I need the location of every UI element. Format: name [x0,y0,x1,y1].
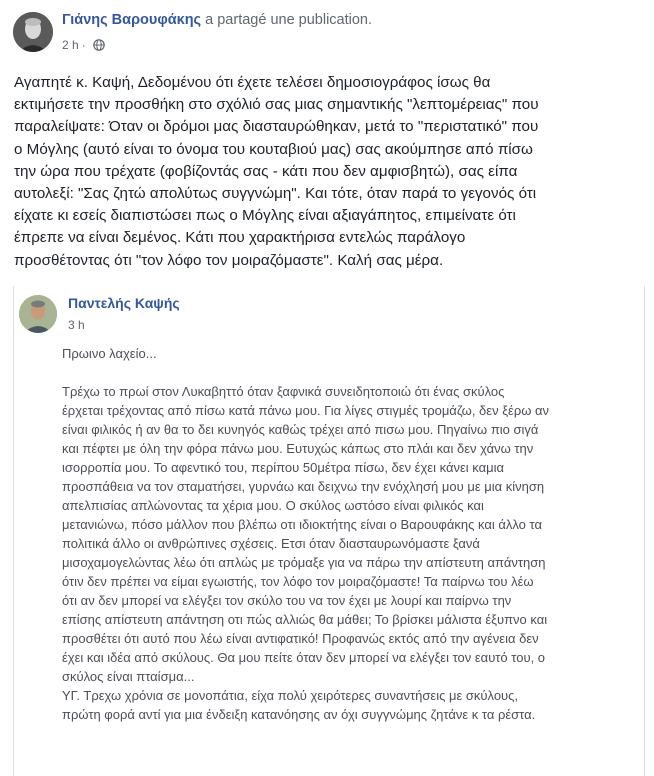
shared-body-line: μισοχαμογελώντας λέω ότι απλώς με τρόμαξε για να πάρω την απίστευτη απάντηση [62,555,546,570]
shared-body-line: απελπισίας απλώνοντας τα χέρια μου. Ο σκύλος ωστόσο είναι φιλικός και [62,498,484,513]
shared-timestamp[interactable]: 3 h [68,318,85,332]
shared-body-line: πρώτη φορά αντί για μια ένδειξη κατανόησης αν όχι συγγνώμης ζητάνε κ τα ρέστα. [62,707,536,722]
post-body-line: προσθέτοντας ότι "τον λόφο τον μοιραζόμαστε". Καλή σας μέρα. [14,251,444,269]
shared-publication [13,286,645,776]
shared-body-line: ότιν δεν πρέπει να είμαι εγωιστής, τον λόφο τον μοιραζόμαστε! Τα παίρνω του λέω [62,574,534,589]
shared-body-line: πολιτικά άλλο οι ανθρώπινες σχέσεις. Ετσι όταν διασταυρωνόμαστε ξανά [62,536,480,551]
shared-author-name-link[interactable]: Παντελής Καψής [68,295,180,311]
shared-author-avatar[interactable] [19,295,57,333]
shared-body-line: ισορροπία μου. Το αφεντικό του, περίπου 50μέτρα πίσω, δεν έχει κάνει καμια [62,460,504,475]
author-name-link[interactable]: Γιάνης Βαρουφάκης [62,12,202,28]
post-body-line: αυτολεξί: "Σας ζητώ απολύτως συγγνώμη". Και τότε, όταν παρά το γεγονός ότι [14,185,537,203]
shared-body-line: προσθέτει ότι αυτό που λέω είναι αντιφατικό! Προφανώς εκτός από την αγένεια δεν [62,631,539,646]
meta-separator: · [81,38,86,52]
post-body-text [14,72,642,272]
globe-icon[interactable] [93,39,105,51]
shared-author-avatar-image [19,295,57,333]
post-body-line: έπρεπε να είναι δεμένος. Κάτι που χαρακτήρισα εντελώς παράλογο [14,229,466,247]
shared-body-line: μετανιώνω, πόσο μάλλον που βλέπω οτι ιδιοκτήτης είναι ο Βαρουφάκης και άλλο τα [62,517,542,532]
shared-body-line: είναι φιλικός ή αν θα το δει κυνηγός καθώς τρέχει από πισω μου. Πηγαίνω πιο σιγά [62,422,539,437]
shared-body-line: ότι αν δεν μπορεί να ελέγξει τον σκύλο του να τον έχει με λουρί και παίρνω την [62,593,512,608]
author-avatar[interactable] [13,12,53,52]
post-body-line: την ώρα που τρέχατε (φοβίζοντάς σας - κάτι που δεν αμφισβητώ), σας είπα [14,162,518,180]
shared-body-line: Τρέχω το πρωί στον Λυκαβηττό όταν ξαφνικά συνειδητοποιώ ότι ένας σκύλος [62,384,505,399]
shared-body-line: σκύλος είναι πταίσμα... [62,669,195,684]
author-avatar-image [13,12,53,52]
post-body-line: εκτιμήσετε την προσθήκη στο σχόλιό σας μιας σημαντικής "λεπτομέρειας" που [14,96,539,114]
shared-intro-text: Πρωινο λαχείο... [62,346,157,361]
shared-body-line: ΥΓ. Τρεχω χρόνια σε μονοπάτια, είχα πολύ χειρότερες συναντήσεις με σκύλους, [62,688,519,703]
shared-body-line: έχει και ιδέα από σκύλους. Θα μου πείτε όταν δεν μπορεί να ελέγξει τον εαυτό του, ο [62,650,546,665]
shared-body-line: προσπάθεια να τον σταματήσει, γυρνάω και δειχνω την ενόχλησή μου με μια κίνηση [62,479,545,494]
post-meta [62,38,105,52]
shared-body-line: και πέφτει με όλη την φόρα πάνω μου. Ευτυχώς κάπως στο πλάι και δεν χάνω την [62,441,534,456]
post-body-line: είχατε κι εσείς διαπιστώσει πως ο Μόγλης είναι αξιαγάπητος, επιμείνατε ότι [14,207,516,225]
post-body-line: ο Μόγλης (αυτό είναι το όνομα του κουταβιού μας) σας ακούμπησε από πίσω [14,140,533,158]
post-header [62,12,372,28]
shared-publication-text: a partagé une publication. [205,12,373,28]
post-timestamp[interactable]: 2 h [62,38,79,52]
shared-body-line: επίσης απίστευτη απάντηση οτι πώς αλλιώς θα μάθει; Το βρίσκει μάλιστα έξυπνο και [62,612,548,627]
shared-body-text [62,382,637,724]
post-body-line: παραλείψατε: Όταν οι δρόμοι μας διασταυρώθηκαν, μετά το "περιστατικό" που [14,118,539,136]
post-body-line: Αγαπητέ κ. Καψή, Δεδομένου ότι έχετε τελέσει δημοσιογράφος ίσως θα [14,74,491,91]
shared-body-line: έρχεται τρέχοντας από πίσω κατά πάνω μου. Για λίγες στιγμές τρομάζω, δεν ξέρω αν [62,403,549,418]
